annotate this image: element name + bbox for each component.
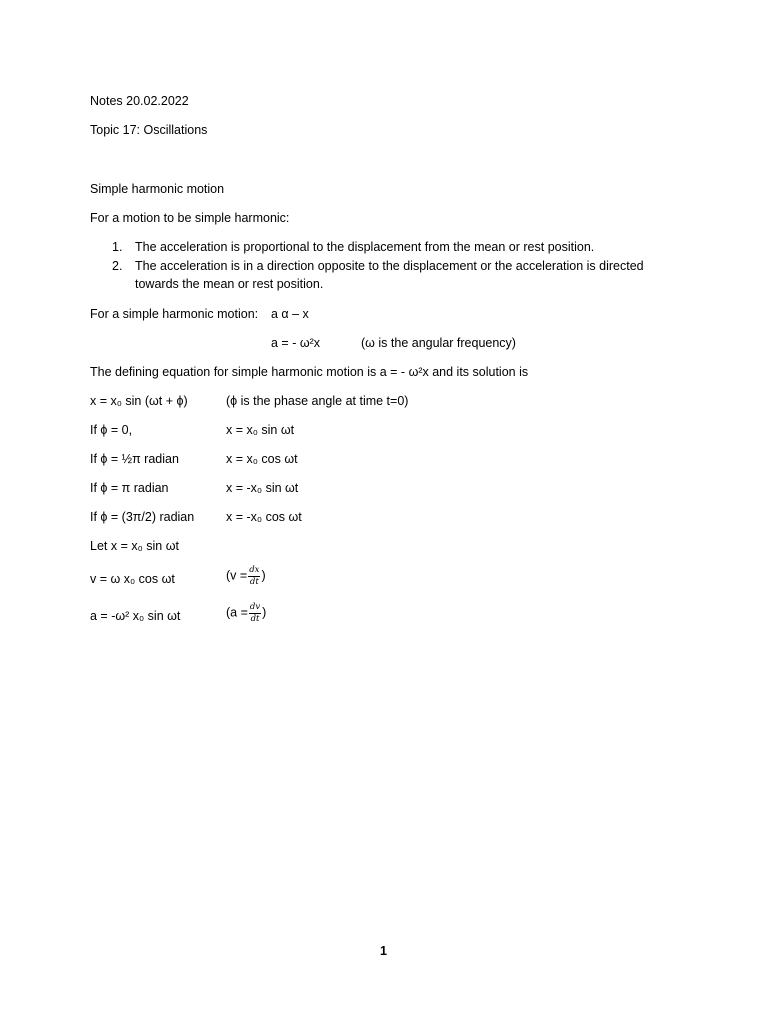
case-result: x = x₀ sin ωt bbox=[226, 423, 295, 437]
velocity-fraction bbox=[248, 566, 260, 586]
case-condition: If ϕ = (3π/2) radian bbox=[90, 510, 195, 524]
acceleration-note-close: ) bbox=[262, 605, 267, 620]
let-statement: Let x = x₀ sin ωt bbox=[90, 539, 179, 553]
acceleration-expression: a = -ω² x₀ sin ωt bbox=[90, 609, 181, 623]
fraction-denominator: dt bbox=[250, 613, 260, 624]
fraction-numerator: dv bbox=[249, 602, 261, 612]
proportional-expression: a α – x bbox=[271, 307, 309, 321]
case-result: x = -x₀ sin ωt bbox=[226, 481, 299, 495]
general-solution: x = x₀ sin (ωt + ϕ) bbox=[90, 394, 188, 408]
velocity-derivative-note bbox=[226, 566, 266, 586]
list-item-number: 2. bbox=[112, 259, 123, 273]
page-number: 1 bbox=[380, 944, 387, 958]
list-item-text: The acceleration is in a direction opposite to the displacement or the acceleration is directed bbox=[135, 259, 644, 273]
notes-date: Notes 20.02.2022 bbox=[90, 94, 189, 108]
fraction-numerator: dx bbox=[249, 565, 260, 575]
proportional-label: For a simple harmonic motion: bbox=[90, 307, 259, 321]
topic-title: Topic 17: Oscillations bbox=[90, 123, 208, 137]
list-item-text-continued: towards the mean or rest position. bbox=[135, 277, 324, 291]
velocity-note-close: ) bbox=[261, 568, 266, 583]
case-condition: If ϕ = π radian bbox=[90, 481, 169, 495]
section-heading: Simple harmonic motion bbox=[90, 182, 225, 196]
angular-frequency-note: (ω is the angular frequency) bbox=[361, 336, 516, 350]
fraction-denominator: dt bbox=[249, 576, 259, 587]
case-result: x = x₀ cos ωt bbox=[226, 452, 298, 466]
intro-text: For a motion to be simple harmonic: bbox=[90, 211, 290, 225]
phase-angle-note: (ϕ is the phase angle at time t=0) bbox=[226, 394, 409, 408]
acceleration-fraction bbox=[249, 603, 261, 623]
shm-equation: a = - ω²x bbox=[271, 336, 321, 350]
acceleration-derivative-note bbox=[226, 603, 266, 623]
velocity-expression: v = ω x₀ cos ωt bbox=[90, 572, 175, 586]
list-item-text: The acceleration is proportional to the displacement from the mean or rest position. bbox=[135, 240, 595, 254]
case-result: x = -x₀ cos ωt bbox=[226, 510, 302, 524]
list-item-number: 1. bbox=[112, 240, 123, 254]
case-condition: If ϕ = ½π radian bbox=[90, 452, 179, 466]
velocity-note-open: (v = bbox=[226, 568, 248, 583]
defining-equation-sentence: The defining equation for simple harmonic motion is a = - ω²x and its solution is bbox=[90, 365, 529, 379]
acceleration-note-open: (a = bbox=[226, 605, 248, 620]
case-condition: If ϕ = 0, bbox=[90, 423, 133, 437]
